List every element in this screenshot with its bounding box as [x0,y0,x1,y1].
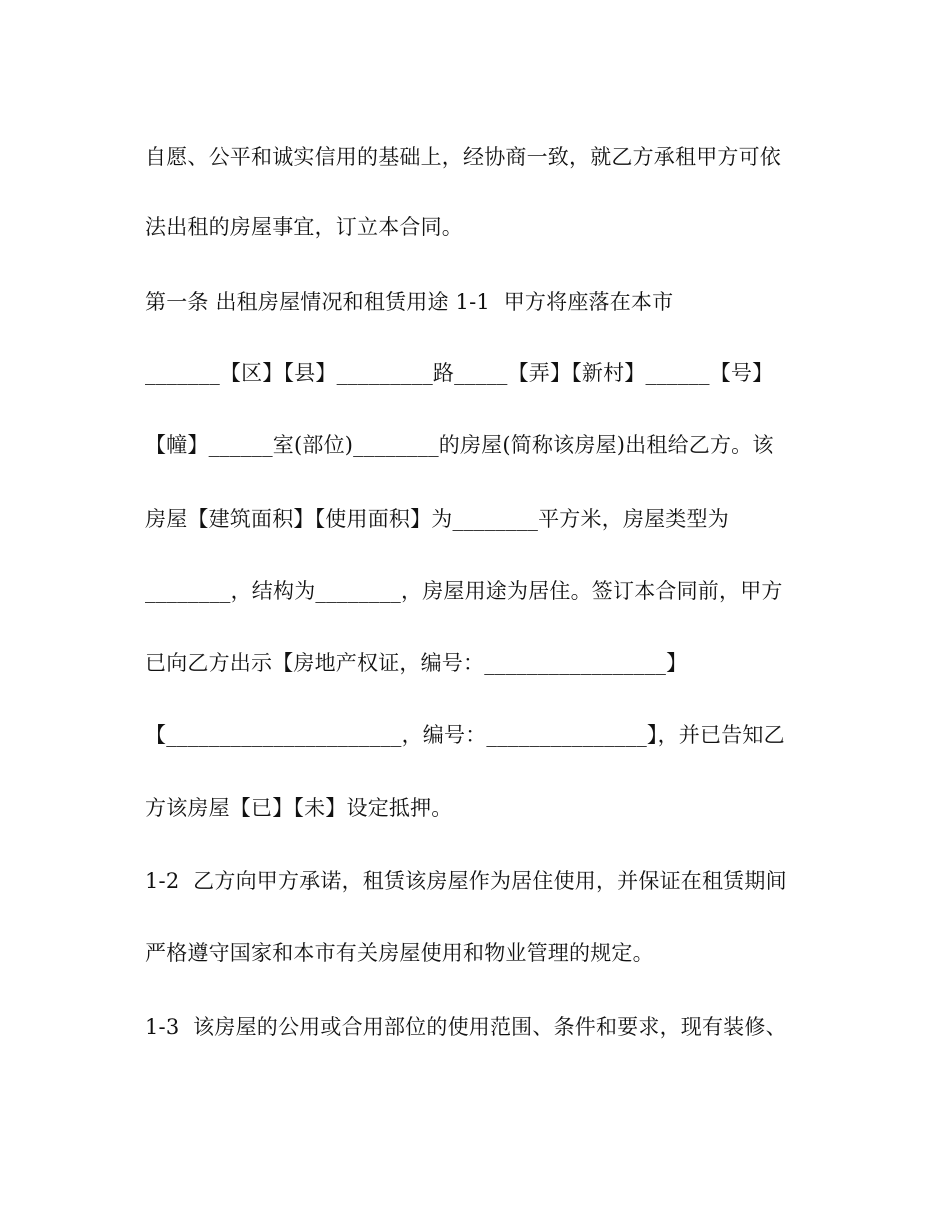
text-line-11: 1-2 乙方向甲方承诺，租赁该房屋作为居住使用，并保证在租赁期间 [145,869,787,893]
text-line-7: ________，结构为________，房屋用途为居住。签订本合同前，甲方 [145,579,783,603]
text-line-13: 1-3 该房屋的公用或合用部位的使用范围、条件和要求，现有装修、 [145,1015,787,1039]
text-line-6: 房屋【建筑面积】【使用面积】为________平方米，房屋类型为 [145,507,729,531]
text-line-1: 自愿、公平和诚实信用的基础上，经协商一致，就乙方承租甲方可依 [145,145,781,169]
text-line-9: 【______________________，编号：_______________】，并已告知乙 [145,723,785,747]
text-line-5: 【幢】______室(部位)________的房屋(简称该房屋)出租给乙方。该 [145,433,774,457]
text-line-2: 法出租的房屋事宜，订立本合同。 [145,215,463,239]
text-line-4: _______【区】【县】_________路_____【弄】【新村】______【号】 [145,361,774,385]
text-line-10: 方该房屋【已】【未】设定抵押。 [145,796,453,820]
text-line-8: 已向乙方出示【房地产权证，编号：_________________】 [145,651,688,675]
text-line-3: 第一条 出租房屋情况和租赁用途 1-1 甲方将座落在本市 [145,290,674,314]
text-line-12: 严格遵守国家和本市有关房屋使用和物业管理的规定。 [145,941,654,965]
